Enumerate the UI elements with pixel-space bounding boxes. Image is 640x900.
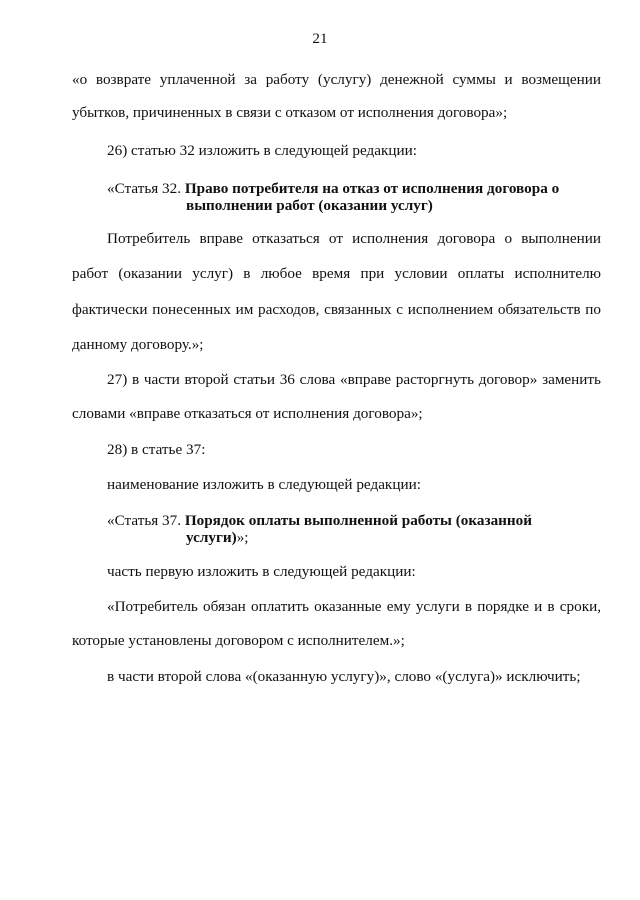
list-item-26: 26) статью 32 изложить в следующей редакции: [107,142,417,159]
article-32-title-line2: выполнении работ (оказании услуг) [186,197,433,214]
paragraph-line: которые установлены договором с исполнителем.»; [72,632,405,649]
paragraph-line: данному договору.»; [72,336,204,353]
paragraph-line: Потребитель вправе отказаться от исполнения договора о выполнении [107,230,601,247]
paragraph-line: «о возврате уплаченной за работу (услугу) денежной суммы и возмещении [72,71,601,88]
part-one-instruction: часть первую изложить в следующей редакции: [107,563,416,580]
paragraph-line: работ (оказании услуг) в любое время при условии оплаты исполнителю [72,265,601,282]
article-37-prefix: «Статья 37. [107,512,182,529]
article-32-prefix: «Статья 32. [107,180,182,197]
part-two-instruction: в части второй слова «(оказанную услугу)», слово «(услуга)» исключить; [107,668,581,685]
paragraph-line: «Потребитель обязан оплатить оказанные ему услуги в порядке и в сроки, [107,598,601,615]
list-item-27: 27) в части второй статьи 36 слова «вправе расторгнуть договор» заменить [107,371,601,388]
article-37-heading [107,512,532,530]
article-32-title-line1: Право потребителя на отказ от исполнения договора о [184,180,560,197]
article-32-heading [107,180,559,198]
article-37-title-line1: Порядок оплаты выполненной работы (оказанной [184,512,533,529]
list-item-27-continuation: словами «вправе отказаться от исполнения договора»; [72,405,423,422]
paragraph-line: фактически понесенных им расходов, связанных с исполнением обязательств по [72,301,601,318]
name-instruction: наименование изложить в следующей редакции: [107,476,421,493]
paragraph-line: убытков, причиненных в связи с отказом от исполнения договора»; [72,104,508,121]
page-number: 21 [312,30,328,47]
article-37-title-word: услуги) [186,529,237,546]
list-item-28: 28) в статье 37: [107,441,206,458]
article-37-title-suffix: »; [236,529,249,546]
article-37-title-line2 [186,529,249,547]
